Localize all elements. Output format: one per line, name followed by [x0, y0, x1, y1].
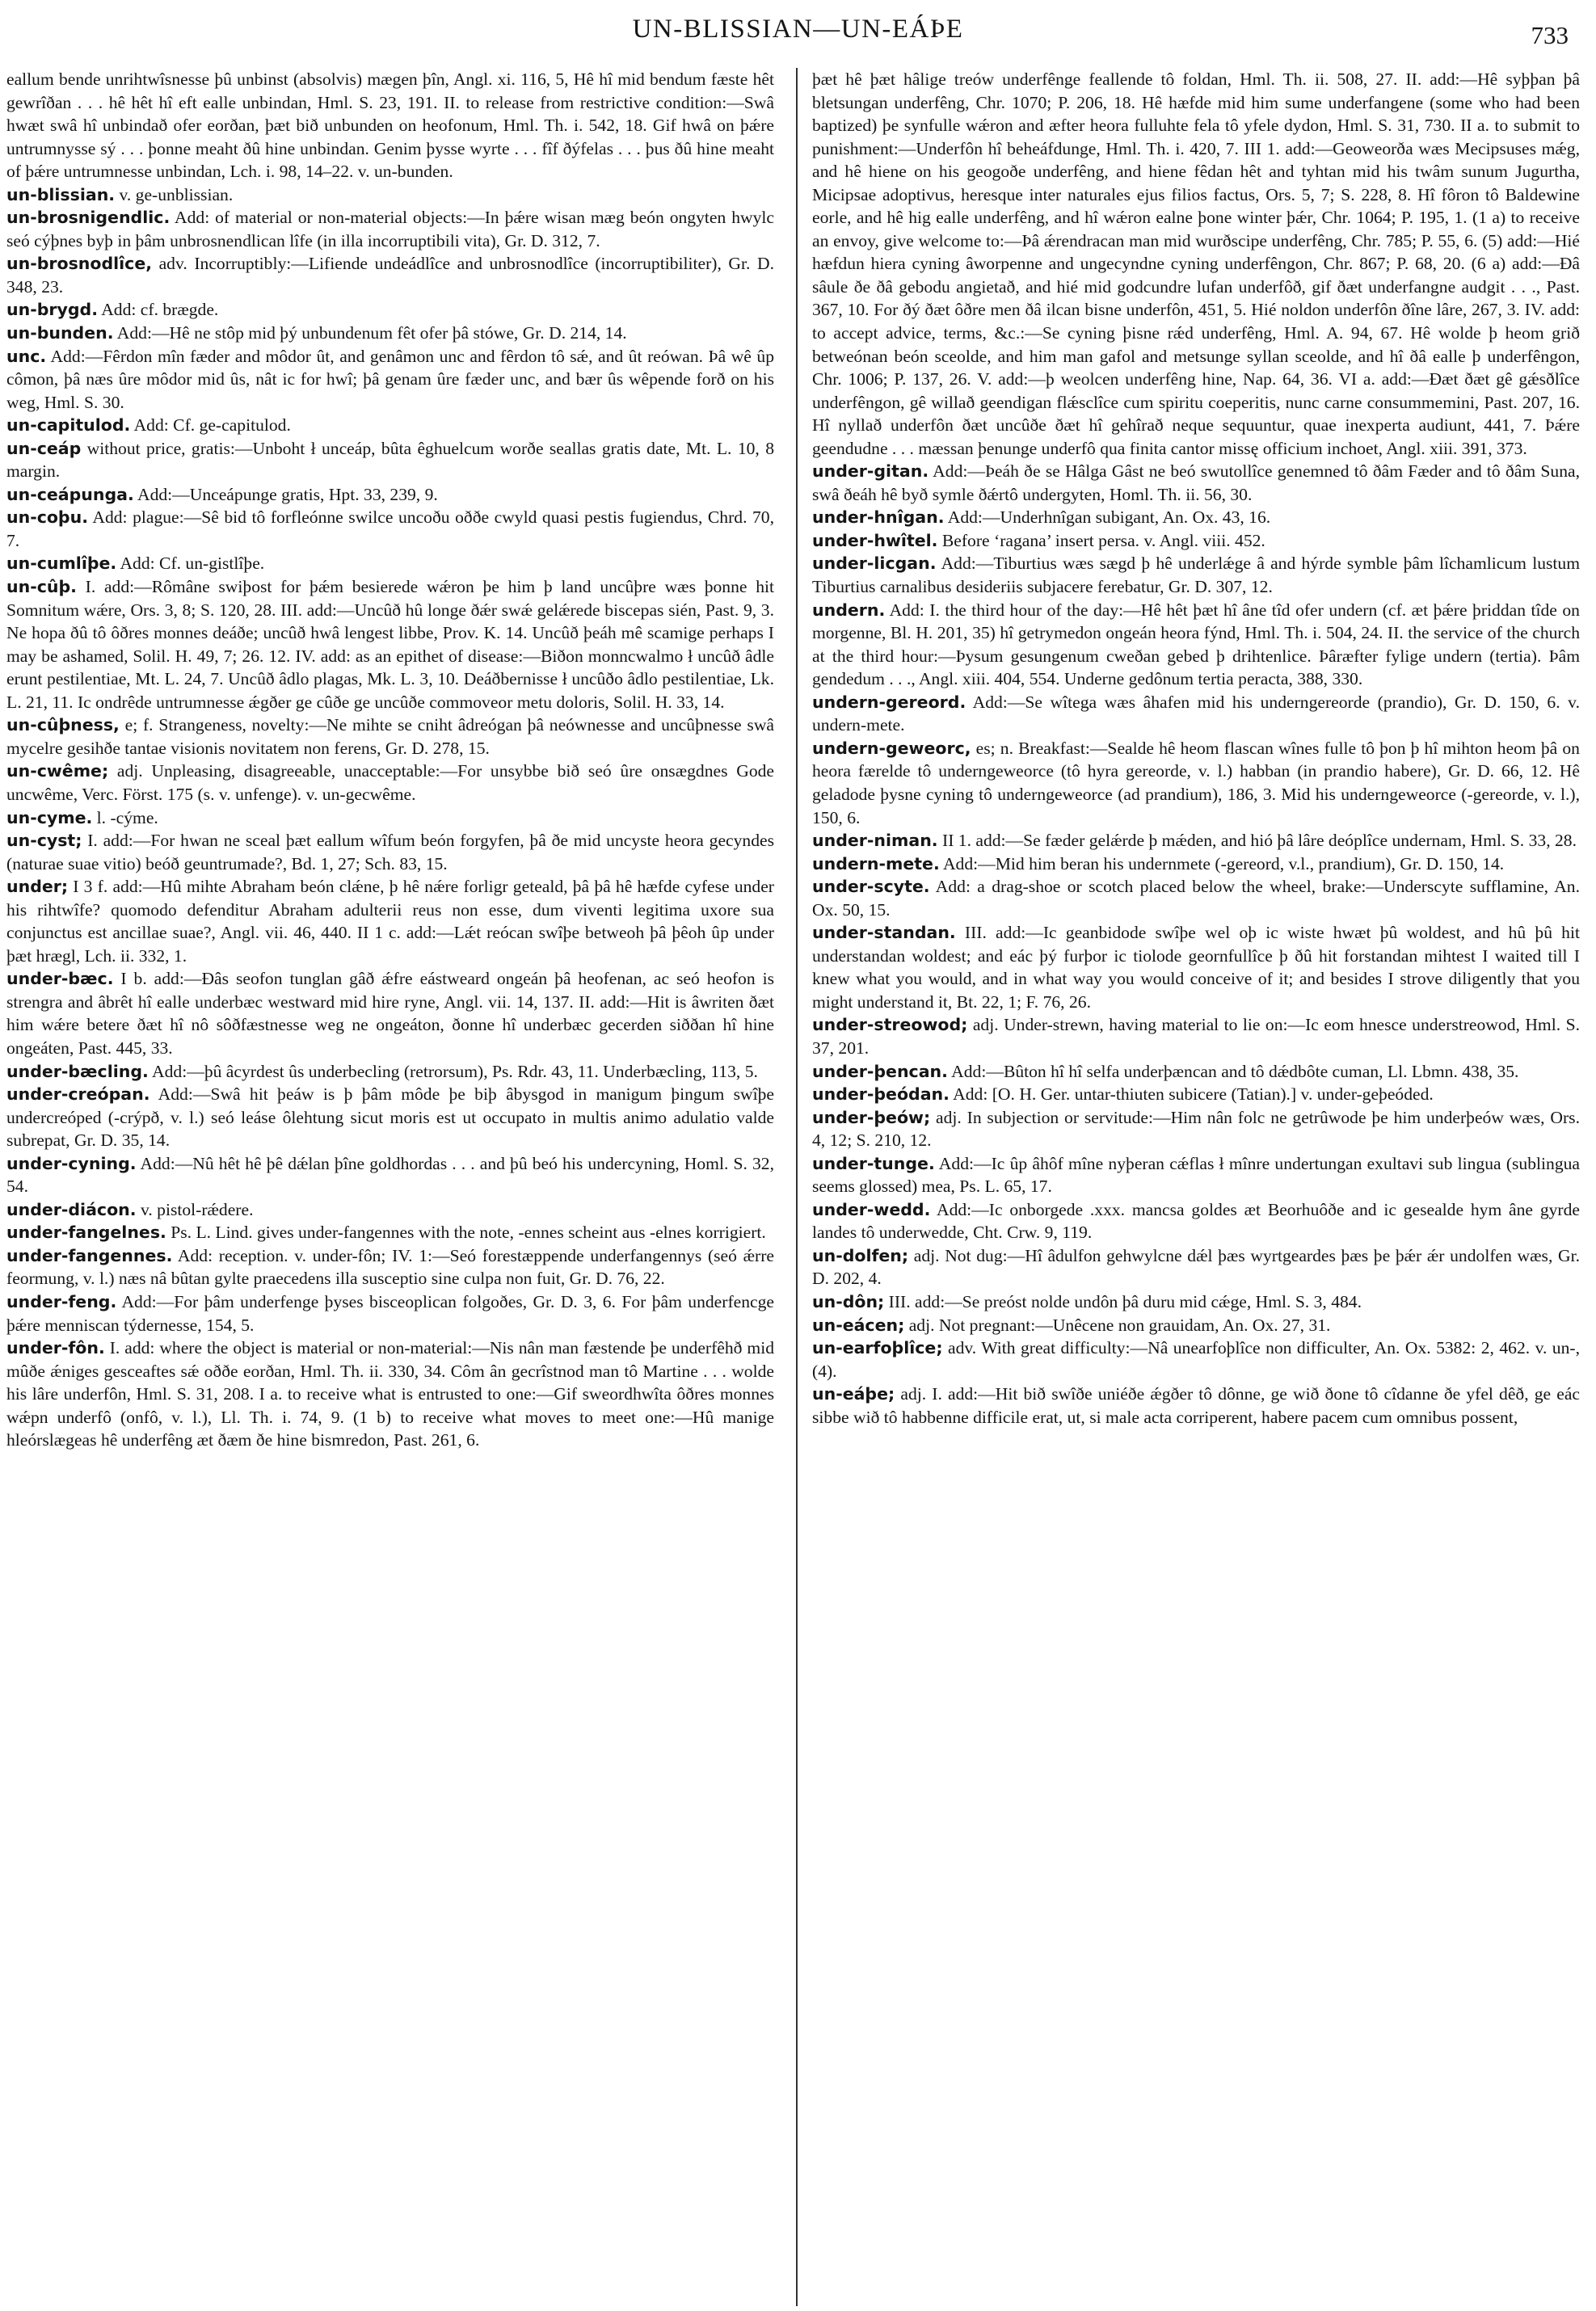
headword: un-eáþe;: [812, 1384, 895, 1404]
entry-text: Ps. L. Lind. gives under-fangennes with the note, -ennes scheint aus -elnes korrigiert.: [171, 1223, 766, 1243]
entry-text: þæt hê þæt hâlige treów underfênge feallende tô foldan, Hml. Th. ii. 508, 27. II. add:—Hê syþþan þâ bletsungan underfêng, Chr. 1070; P. 206, 18. Hê hæfde mid him sume underfangene (some who had been baptized) þe synfulle wǽron and æfter heora fulluhte fela tô yfele dydon, Hml. S. 31, 730. II a. to submit to punishment:—Underfôn hî beheáfdunge, Hml. Th. i. 420, 7. III 1. add:—Geoweorða wæs Mecipsuses mǽg, and hê hiene on his geogoðe underfêng, and hiene fêdan hêt and tyhtan mid his twâm sunum Jugurtha, Micipsae adoptivus, heresque inter naturales ejus filios factus, Ors. 5, 7; S. 228, 8. Hî fôron tô Baldewine eorle, and hê hig ealle underfêng, and hî wǽron ealne þone winter þǽr, Chr. 1064; P. 195, 1. (1 a) to receive an envoy, give welcome to:—Þâ ǽrendracan man mid wurðscipe underfêng, Chr. 785; P. 55, 6. (5) add:—Hié hæfdun hiera cyning âworpenne and ungecyndne cyning underfêngon, Chr. 867; P. 68, 20. (6 a) add:—Ðâ sâule ðe ðâ gebodu angietað, and hié mid godcundre lufan underfôð, gif ðæt underfangne audgit . . ., Past. 367, 10. For ðý ðæt ôðre men ðâ ilcan bisne underfôn, 451, 5. Hié noldon underfôn ðîne lâre, 267, 3. IV. add: to accept advice, terms, &c.:—Se cyning þisne rǽd underfêng, Hml. A. 94, 67. Hê wolde þ heom grið betweónan beón sceolde, and him man gafol and metsunge syllan sceolde, and hî ðâ ealle þ underfêngon, Chr. 1006; P. 137, 26. V. add:—þ weolcen underfêng hine, Nap. 64, 36. VI a. add:—Ðæt ðæt gê gǽsðlîce underfêngon, gê willað geendigan flǽsclîce cum spiritu coeperitis, nunc carne consummemini, Past. 207, 16. Hî nyllað underfôn ðæt uncûðe ðæt hî gehîrað neque sequuntur, quae inexperta audiunt, 441, 7. Þǽre geendudne . . . mæssan þenunge underfô qua finita cantor missę officium inchoet, Angl. xiii. 391, 373.: [812, 69, 1580, 458]
headword: under-licgan.: [812, 554, 937, 574]
headword: under-fangennes.: [6, 1245, 173, 1265]
page-number: 733: [1531, 21, 1569, 49]
entry-text: Add:—Nû hêt hê þê dǽlan þîne goldhordas . . . and þû beó his undercyning, Homl. S. 32, 54.: [6, 1153, 774, 1197]
entry-text: Add: a drag-shoe or scotch placed below the wheel, brake:—Underscyte sufflamine, An. Ox. 50, 15.: [812, 877, 1580, 920]
column-divider: [796, 68, 798, 2306]
entry-text: Add: [O. H. Ger. untar-thiuten subicere (Tatian).] v. under-geþeóded.: [953, 1084, 1434, 1105]
dictionary-entry: [812, 506, 1580, 529]
headword: un-ceápunga.: [6, 484, 134, 504]
dictionary-entry: [6, 967, 774, 1059]
entry-text: Add:—Bûton hî hî selfa underþæncan and tô dǽdbôte cuman, Ll. Lbmn. 438, 35.: [951, 1061, 1519, 1081]
dictionary-entry: [812, 875, 1580, 921]
dictionary-entry: [6, 322, 774, 345]
headword: un-dolfen;: [812, 1245, 909, 1265]
headword: un-brosnodlîce,: [6, 254, 153, 274]
dictionary-entry: [812, 1337, 1580, 1383]
headword: un-capitulod.: [6, 415, 131, 436]
headword: unc.: [6, 346, 47, 366]
headword: un-dôn;: [812, 1291, 885, 1311]
headword: under-creópan.: [6, 1084, 150, 1105]
entry-text: Add:—Ic onborgede .xxx. mancsa goldes æt Beorhuôðe and ic gesealde hym âne gyrde landes tô underwedde, Cht. Crw. 9, 119.: [812, 1199, 1580, 1243]
dictionary-entry: [812, 552, 1580, 598]
entry-text: adj. Unpleasing, disagreeable, unacceptable:—For unsybbe bið seó ûre onsægdnes Gode uncwême, Verc. Först. 175 (s. v. unfenge). v. un-gecwême.: [6, 761, 774, 804]
dictionary-entry: [6, 1337, 774, 1452]
headword: under-fôn.: [6, 1338, 105, 1358]
entry-text: Add:—Tiburtius wæs sægd þ hê underlǽge â and hýrde symble þâm lîchamlicum lustum Tiburtius carnalibus desideriis subjacere ferebatur, Gr. D. 307, 12.: [812, 554, 1580, 597]
dictionary-entry: [812, 599, 1580, 691]
headword: under-wedd.: [812, 1199, 931, 1219]
entry-text: Add:—Mid him beran his undernmete (-gereord, v.l., prandium), Gr. D. 150, 14.: [942, 853, 1505, 873]
headword: under-þeów;: [812, 1107, 931, 1127]
dictionary-entry: [6, 252, 774, 298]
dictionary-entry: [812, 460, 1580, 506]
dictionary-entry: [6, 183, 774, 207]
dictionary-entry: [812, 852, 1580, 876]
headword: un-brosnigendlic.: [6, 208, 171, 228]
headword: un-cumlîþe.: [6, 554, 117, 574]
dictionary-entry: [6, 575, 774, 714]
headword: un-cyme.: [6, 807, 93, 827]
entry-text: es; n. Breakfast:—Sealde hê heom flascan wînes fulle tô þon þ hî mihton heom þâ on heora færelde tô underngeweorce (tô hyra gereorde, v. l.) habban (in prandio habere), Gr. D. 66, 12. Hê geladode þysne cyning tô underngeweorce (ad prandium), 186, 3. Mid his underngeweorce (-gereorde, v. l.), 150, 6.: [812, 738, 1580, 827]
entry-text: Add:—Swâ hit þeáw is þ þâm môde þe biþ âbysgod in manigum þingum swîþe undercreóped (-crýpð, v. l.) seó leáse ôlehtung sicut moris est ut occupato in multis animo adulatio valde subrepat, Gr. D. 35, 14.: [6, 1084, 774, 1151]
entry-text: I b. add:—Ðâs seofon tunglan gâð ǽfre eástweard ongeán þâ heofenan, ac seó heofon is strengra and âbrêt hî ealle underbæc westward mid hire ryne, Angl. vii. 14, 137. II. add:—Hit is âwriten ðæt him wǽre betere ðæt hî nô sôðfæstnesse weg ne ongeáton, ðonne hî underbæc gecerden siððan hî hine ongeáten, Past. 445, 33.: [6, 969, 774, 1058]
headword: under-þeódan.: [812, 1084, 950, 1105]
headword: un-brygd.: [6, 300, 98, 320]
headword: un-cûþ.: [6, 577, 77, 597]
right-column: [812, 68, 1580, 1429]
dictionary-entry: [6, 506, 774, 552]
dictionary-entry: [6, 298, 774, 322]
dictionary-entry: [6, 1244, 774, 1290]
headword: undern.: [812, 600, 886, 620]
entry-text: Add:—For þâm underfenge þyses bisceoplican folgoðes, Gr. D. 3, 6. For þâm underfencge þǽre menniscan týdernesse, 154, 5.: [6, 1291, 774, 1335]
headword: under-niman.: [812, 831, 938, 851]
entry-text: I 3 f. add:—Hû mihte Abraham beón clǽne, þ hê nǽre forligr geteald, þâ þâ hê hæfde cyfese under his rihtwîfe? quomodo defenditur Abraham adulterii reus non esse, dum viventi legitima uxore sua conjunctus est ancillae suae?, Angl. vii. 46, 440. II 1 c. add:—Lǽt reócan swîþe betweoh þâ þêoh ûp under þæt hrægl, Lch. ii. 332, 1.: [6, 877, 774, 966]
headword: under-gitan.: [812, 461, 929, 482]
dictionary-entry: [6, 345, 774, 415]
entry-text: Add:—Se wîtega wæs âhafen mid his underngereorde (prandio), Gr. D. 150, 6. v. undern-mete.: [812, 692, 1580, 735]
entry-text: I. add: where the object is material or non-material:—Nis nân man fæstende þe underfêhð mid mûðe ǽniges gesceaftes sǽ oððe eorðan, Hml. Th. ii. 330, 34. Côm ân gecrîstnod man tô Martine . . . wolde his lâre underfôn, Hml. S. 31, 208. I a. to receive what is entrusted to one:—Gif sweordhwîta ôðres monnes wǽpn underfô (onfô, v. l.), Ll. Th. i. 74, 9. (1 b) to receive what moves to meet one:—Hû manige hleórslægeas hê underfêng æt ðæm ðe hine bismredon, Past. 261, 6.: [6, 1338, 774, 1450]
headword: under-hwîtel.: [812, 530, 938, 550]
dictionary-entry: [6, 1290, 774, 1337]
dictionary-entry: [812, 691, 1580, 737]
headword: under-cyning.: [6, 1153, 137, 1173]
entry-text: adj. I. add:—Hit bið swîðe uniéðe ǽgðer tô dônne, ge wið ðone tô cîdanne ðe yfel dêð, ge eác sibbe wið tô habbenne difficile erat, ut, si male acta corriperent, habere pacem cum omnibus possent,: [812, 1384, 1580, 1427]
entry-text: Add: reception. v. under-fôn; IV. 1:—Seó forestæppende underfangennys (seó ǽrre feormung, v. l.) næs nâ bûtan gylte praecedens illa susceptio sine culpa non fuit, Gr. D. 76, 22.: [6, 1245, 774, 1289]
headword: un-cûþness,: [6, 715, 120, 735]
entry-text: III. add:—Ic geanbidode swîþe wel oþ ic wiste hwæt þû woldest, and hû þû hit understandan woldest; and eác þý furþor ic tiolode geornfullîce þ ðû hit forstandan mihtest I waited till I knew what you would, and in what way you would conceive of it; and besides I strove diligently that you might understand it, Bt. 22, 1; F. 76, 26.: [812, 923, 1580, 1012]
dictionary-entry: [6, 414, 774, 437]
dictionary-entry: [812, 1290, 1580, 1314]
entry-text: Add: of material or non-material objects:—In þǽre wisan mæg beón ongyten hwylc seó cýþnes byþ in þâm unbrosnendlican lîfe (in illa incorruptibili vita), Gr. D. 312, 7.: [6, 208, 775, 250]
entry-text: Add:—Unceápunge gratis, Hpt. 33, 239, 9.: [137, 484, 438, 504]
entry-text: Add:—Fêrdon mîn fæder and môdor ût, and genâmon unc and fêrdon tô sǽ, and ût reówan. Þâ wê ûp cômon, þâ næs ûre môdor mid ûs, nât ic for hwî; þâ genam ûre fæder unc, and bær ûs wêpende forð on his weg, Hml. S. 30.: [6, 346, 774, 412]
dictionary-entry: [812, 1083, 1580, 1106]
dictionary-entry: [812, 68, 1580, 460]
headword: un-coþu.: [6, 507, 88, 528]
dictionary-entry: [6, 1221, 774, 1244]
dictionary-entry: [6, 1152, 774, 1198]
dictionary-entry: [6, 206, 774, 252]
dictionary-entry: [6, 806, 774, 830]
headword: undern-mete.: [812, 853, 940, 873]
entry-text: e; f. Strangeness, novelty:—Ne mihte se cniht âdreógan þâ neównesse and uncûþnesse swâ mycelre gesihðe tantae visionis novitatem non ferens, Gr. D. 278, 15.: [6, 715, 775, 758]
entry-text: without price, gratis:—Unboht ł unceáp, bûta êghuelcum worðe seallas gratis date, Mt. L. 10, 8 margin.: [6, 438, 774, 482]
dictionary-entry: [812, 921, 1580, 1013]
headword: under-hnîgan.: [812, 507, 945, 528]
entry-text: v. pistol-rǽdere.: [140, 1199, 254, 1219]
headword: undern-geweorc,: [812, 738, 971, 758]
entry-text: adv. Incorruptibly:—Lifiende undeádlîce and unbrosnodlîce (incorruptibiliter), Gr. D. 348, 23.: [6, 254, 774, 297]
headword: un-cwême;: [6, 761, 109, 781]
page-header: [0, 10, 1596, 58]
headword: un-ceáp: [6, 438, 82, 458]
entry-text: Add:—Hê ne stôp mid þý unbundenum fêt ofer þâ stówe, Gr. D. 214, 14.: [116, 323, 627, 343]
headword: un-earfoþlîce;: [812, 1338, 943, 1358]
entry-text: eallum bende unrihtwîsnesse þû unbinst (absolvis) mægen þîn, Angl. xi. 116, 5, Hê hî mid bendum fæste hêt gewrîðan . . . hê hêt hî eft ealle unbindan, Hml. S. 23, 191. II. to release from restrictive condition:—Swâ hwæt swâ hî unbindað ofer eorðan, þæt bið unbunden on heofonum, Hml. Th. i. 542, 18. Gif hwâ on þǽre untrumnysse sý . . . þonne meaht ðû hine unbindan. Genim þysse wyrte . . . fîf ðýfelas . . . þus ðû hine meaht of þǽre untrumnesse unbindan, Lch. i. 98, 14–22. v. un-bunden.: [6, 69, 774, 182]
entry-text: Add: cf. brægde.: [101, 300, 219, 320]
entry-text: adv. With great difficulty:—Nâ unearfoþlîce non difficulter, An. Ox. 5382: 2, 462. v. un-, (4).: [812, 1338, 1580, 1381]
entry-text: III. add:—Se preóst nolde undôn þâ duru mid cǽge, Hml. S. 3, 484.: [888, 1291, 1362, 1311]
dictionary-entry: [6, 552, 774, 575]
headword: under-scyte.: [812, 877, 930, 897]
dictionary-entry: [812, 1060, 1580, 1084]
headword: under;: [6, 877, 69, 897]
headword: under-fangelnes.: [6, 1223, 166, 1243]
entry-text: I. add:—Rômâne swiþost for þǽm besierede wǽron þe him þ land uncûþre wæs þonne hit Somnitum wǽre, Ors. 3, 8; S. 120, 28. III. add:—Uncûð hû longe ðǽr swǽ gelǽrede biscepas sién, Past. 9, 3. Ne hopa ðû tô ôðres monnes deáðe; uncûð hwâ lengest libbe, Prov. K. 14. Uncûð þeáh mê scamige perhaps I may be ashamed, Solil. H. 49, 7; 26. 12. IV. add: as an epithet of disease:—Biðon monncwalmo ł uncûð âdle erunt pestilentiae, Mt. L. 24, 7. Uncûð âdlo plagas, Mk. L. 3, 10. Deáðbernisse ł uncûðo âdlo pestilentiae, Lk. L. 21, 11. Ic ondrêde untrumnesse ǽgðer ge cûðe ge uncûðe commoveor metu doloris, Solil. H. 33, 14.: [6, 577, 775, 712]
headword: un-eácen;: [812, 1315, 905, 1335]
dictionary-entry: [812, 829, 1580, 852]
entry-text: Add:—Underhnîgan subigant, An. Ox. 43, 16.: [947, 507, 1271, 528]
headword: under-bæcling.: [6, 1061, 149, 1081]
headword: under-diácon.: [6, 1199, 137, 1219]
dictionary-entry: [812, 1198, 1580, 1244]
dictionary-entry: [812, 1314, 1580, 1337]
entry-text: Add: plague:—Sê bid tô forfleónne swilce uncoðu oððe cwyld quasi pestis fugiendus, Chrd. 70, 7.: [6, 507, 774, 550]
dictionary-entry: [6, 1198, 774, 1222]
entry-text: II 1. add:—Se fæder gelǽrde þ mǽden, and hió þâ lâre deóplîce undernam, Hml. S. 33, 28.: [942, 831, 1577, 851]
dictionary-entry: [812, 529, 1580, 553]
entry-text: I. add:—For hwan ne sceal þæt eallum wîfum beón forgyfen, þâ ðe mid uncyste heora gecyndes (naturae suae vitio) beóð geuntrumade?, Bd. 1, 27; Sch. 83, 15.: [6, 831, 774, 873]
dictionary-entry: [6, 437, 774, 483]
headword: under-tunge.: [812, 1153, 935, 1173]
entry-text: Before ‘ragana’ insert persa. v. Angl. viii. 452.: [941, 530, 1265, 550]
dictionary-entry: [6, 1083, 774, 1152]
dictionary-entry: [6, 1060, 774, 1084]
dictionary-entry: [812, 1106, 1580, 1152]
headword: un-cyst;: [6, 831, 82, 851]
entry-text: l. -cýme.: [96, 807, 158, 827]
entry-text: adj. In subjection or servitude:—Him nân folc ne getrûwode þe him underþeów wæs, Ors. 4, 12; S. 210, 12.: [812, 1107, 1580, 1151]
entry-text: Add:—þû âcyrdest ûs underbecling (retrorsum), Ps. Rdr. 43, 11. Underbæcling, 113, 5.: [152, 1061, 758, 1081]
entry-text: Add: Cf. ge-capitulod.: [133, 415, 291, 436]
entry-text: Add:—Ic ûp âhôf mîne nyþeran cǽflas ł mînre undertungan exultavi sub lingua (sublingua seems glossed) mea, Ps. L. 65, 17.: [812, 1153, 1580, 1197]
entry-text: Add: Cf. un-gistlîþe.: [120, 554, 265, 574]
dictionary-entry: [6, 714, 774, 760]
entry-text: adj. Not pregnant:—Unêcene non grauidam, An. Ox. 27, 31.: [908, 1315, 1331, 1335]
headword: under-þencan.: [812, 1061, 948, 1081]
dictionary-entry: [812, 1152, 1580, 1198]
headword: under-feng.: [6, 1291, 117, 1311]
dictionary-entry: [812, 1013, 1580, 1059]
dictionary-entry: [6, 483, 774, 507]
headword: un-bunden.: [6, 323, 114, 343]
headword: under-streowod;: [812, 1015, 968, 1035]
dictionary-entry: [812, 737, 1580, 829]
dictionary-entry: [6, 829, 774, 875]
headword: undern-gereord.: [812, 692, 966, 712]
dictionary-entry: [812, 1383, 1580, 1429]
entry-text: adj. Not dug:—Hî âdulfon gehwylcne dǽl þæs wyrtgeardes þæs þe þǽr ǽr undolfen wæs, Gr. D. 202, 4.: [812, 1245, 1580, 1289]
left-column: [6, 68, 774, 1452]
headword: under-standan.: [812, 923, 956, 943]
headword: under-bæc.: [6, 969, 114, 989]
entry-text: Add:—Þeáh ðe se Hâlga Gâst ne beó swutollîce genemned tô ðâm Fæder and tô ðâm Suna, swâ ðeáh hê byð symle ðǽrtô undergyten, Homl. Th. ii. 56, 30.: [812, 461, 1580, 504]
dictionary-entry: [6, 68, 774, 183]
dictionary-entry: [6, 760, 774, 806]
dictionary-entry: [6, 875, 774, 967]
entry-text: v. ge-unblissian.: [119, 184, 234, 204]
entry-text: Add: I. the third hour of the day:—Hê hêt þæt hî âne tîd ofer undern (cf. æt þǽre þriddan tîde on morgenne, Bl. H. 201, 35) hî getrymedon ongeán heora fýnd, Hml. Th. i. 504, 24. II. the service of the church at the third hour:—Þysum gesungenum cweðan gebed þ drihtenlice. Þâræfter fylige undern (tertia). Þâm gendedum . . ., Angl. xiii. 404, 554. Underne gedônum tertia peracta, 388, 330.: [812, 600, 1580, 689]
running-head: UN-BLISSIAN—UN-EÁÞE: [632, 15, 964, 44]
entry-text: adj. Under-strewn, having material to lie on:—Ic eom hnesce understreowod, Hml. S. 37, 201.: [812, 1015, 1580, 1058]
headword: un-blissian.: [6, 184, 116, 204]
dictionary-entry: [812, 1244, 1580, 1290]
